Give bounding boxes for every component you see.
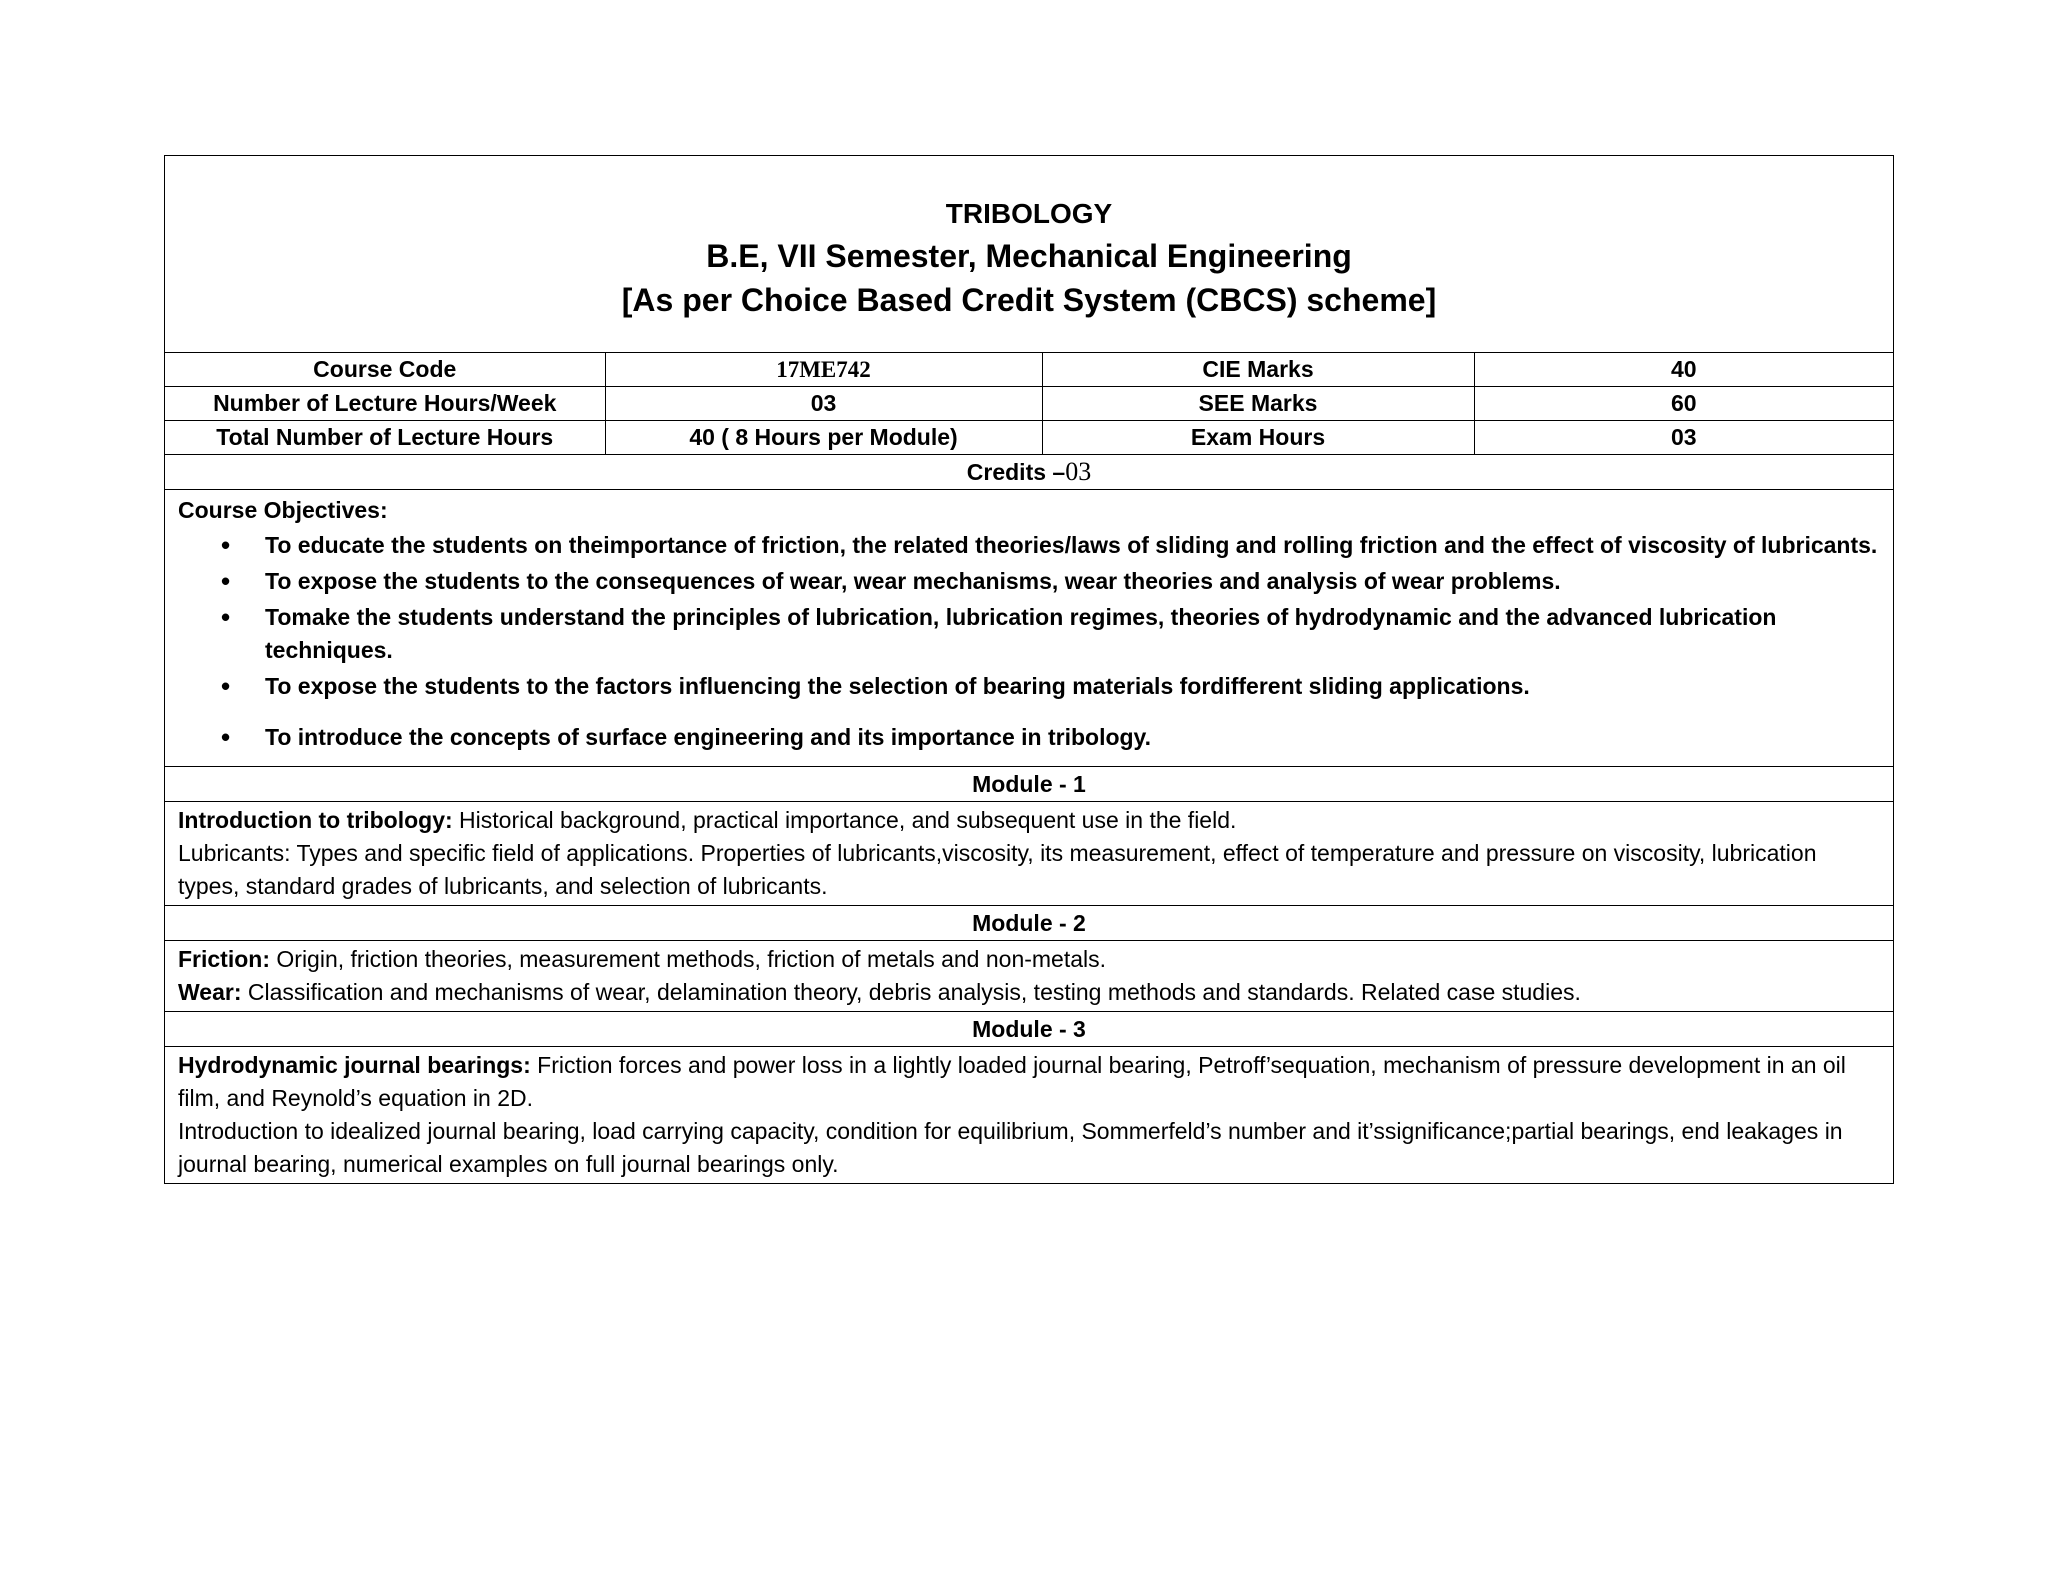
module-paragraph [178,804,1879,837]
paragraph-text: Friction forces and power loss in a lightly loaded journal bearing, Petroff’sequation, mechanism of pressure development in an oil film, and Reynold’s equation in 2D. [178,1052,1846,1111]
module-paragraph [178,943,1879,976]
paragraph-lead: Hydrodynamic journal bearings: [178,1052,531,1078]
paragraph-text: Origin, friction theories, measurement methods, friction of metals and non-metals. [270,946,1107,972]
list-item: • To educate the students on theimportance of friction, the related theories/laws of sliding and rolling friction and the effect of viscosity of lubricants. [265,529,1879,562]
list-item: • Tomake the students understand the principles of lubrication, lubrication regimes, theories of hydrodynamic and the advanced lubrication techniques. [265,601,1879,667]
module-paragraph [178,1115,1879,1181]
module-1-content [165,802,1893,906]
see-marks-label: SEE Marks [1042,387,1474,421]
paragraph-lead: Introduction to tribology: [178,807,453,833]
course-code-value: 17ME742 [605,353,1042,387]
objectives-list [178,529,1879,754]
objectives-heading: Course Objectives: [178,497,388,523]
see-marks-value: 60 [1474,387,1893,421]
paragraph-text: Lubricants: Types and specific field of applications. Properties of lubricants,viscosity, its measurement, effect of temperature and pressure on viscosity, lubrication types, standard grades of lubricants, and selection of lubricants. [178,840,1817,899]
module-1-heading: Module - 1 [165,767,1893,802]
paragraph-text: Introduction to idealized journal bearing, load carrying capacity, condition for equilibrium, Sommerfeld’s number and it’ssignificance;partial bearings, end leakages in journal bearing, numerical examples on full journal bearings only. [178,1118,1843,1177]
module-paragraph [178,976,1879,1009]
lecture-hours-week-label: Number of Lecture Hours/Week [165,387,605,421]
exam-hours-label: Exam Hours [1042,421,1474,455]
course-code-label: Course Code [165,353,605,387]
course-title: TRIBOLOGY [945,198,1113,229]
total-lecture-hours-label: Total Number of Lecture Hours [165,421,605,455]
module-3-heading: Module - 3 [165,1012,1893,1047]
credits-row [165,455,1893,490]
total-lecture-hours-value: 40 ( 8 Hours per Module) [605,421,1042,455]
course-objectives [165,490,1893,767]
module-3-content [165,1047,1893,1183]
module-paragraph [178,1049,1879,1115]
paragraph-lead: Friction: [178,946,270,972]
table-row [165,421,1893,455]
list-item: • To introduce the concepts of surface engineering and its importance in tribology. [265,721,1879,754]
module-2-content [165,941,1893,1012]
paragraph-lead: Wear: [178,979,242,1005]
table-row [165,387,1893,421]
credits-label: Credits – [966,459,1066,485]
scheme-subtitle: [As per Choice Based Credit System (CBCS) scheme] [621,282,1437,318]
module-2-heading: Module - 2 [165,906,1893,941]
exam-hours-value: 03 [1474,421,1893,455]
list-item: • To expose the students to the factors influencing the selection of bearing materials fordifferent sliding applications. [265,670,1879,703]
paragraph-text: Classification and mechanisms of wear, delamination theory, debris analysis, testing methods and standards. Related case studies. [241,979,1581,1005]
lecture-hours-week-value: 03 [605,387,1042,421]
cie-marks-value: 40 [1474,353,1893,387]
module-paragraph [178,837,1879,903]
semester-subtitle: B.E, VII Semester, Mechanical Engineering [706,238,1352,274]
document-header [165,156,1893,353]
course-info-table [165,353,1893,455]
paragraph-text: Historical background, practical importance, and subsequent use in the field. [452,807,1237,833]
list-item: • To expose the students to the consequences of wear, wear mechanisms, wear theories and analysis of wear problems. [265,565,1879,598]
syllabus-document [164,155,1894,1184]
table-row [165,353,1893,387]
credits-value: 03 [1065,457,1092,486]
cie-marks-label: CIE Marks [1042,353,1474,387]
